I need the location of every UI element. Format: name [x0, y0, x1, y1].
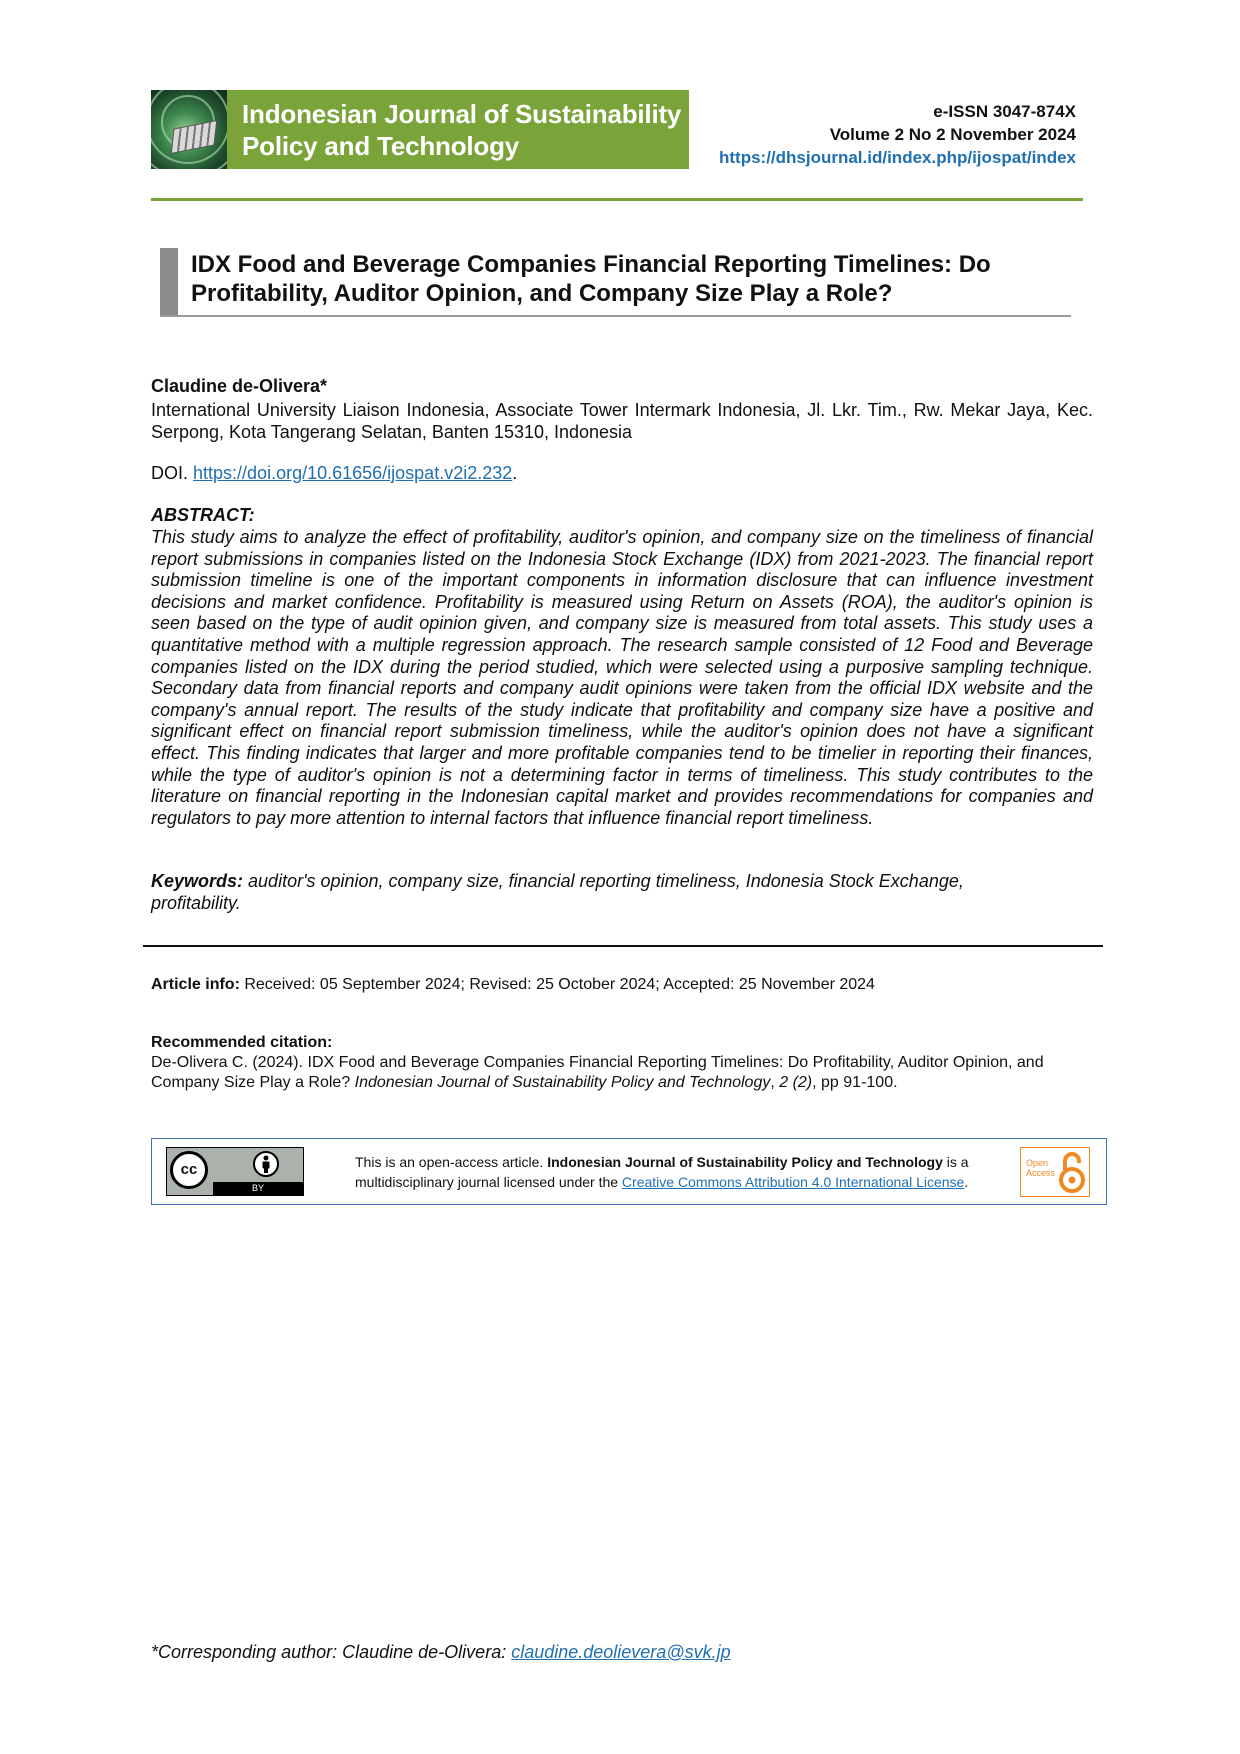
issn: e-ISSN 3047-874X — [933, 102, 1076, 121]
article-info — [151, 976, 875, 994]
citation-main: De-Olivera C. (2024). IDX Food and Beverage Companies Financial Reporting Timelines: Do Profitability, Auditor Opinion, and Company Size Play a Role? — [151, 1054, 1044, 1091]
journal-logo-image — [151, 90, 227, 169]
citation-sep: , — [770, 1074, 780, 1091]
citation-text — [151, 1053, 1093, 1093]
journal-banner — [151, 90, 689, 169]
article-title — [191, 250, 1071, 308]
license-box — [151, 1138, 1107, 1205]
citation-journal: Indonesian Journal of Sustainability Policy and Technology — [354, 1074, 771, 1091]
open-access-text — [1026, 1158, 1055, 1178]
article-title-line2: Profitability, Auditor Opinion, and Company Size Play a Role? — [191, 280, 893, 307]
license-suffix: . — [964, 1174, 969, 1190]
attribution-icon — [253, 1151, 279, 1177]
title-accent-bar — [160, 248, 178, 316]
doi-label: DOI. — [151, 463, 194, 483]
abstract-heading: ABSTRACT: — [151, 505, 255, 525]
author-name: Claudine de-Olivera* — [151, 376, 328, 396]
author-affiliation: International University Liaison Indonesia, Associate Tower Intermark Indonesia, Jl. Lkr. Tim., Rw. Mekar Jaya, Kec. Serpong, Kota Tangerang Selatan, Banten 15310, Indonesia — [151, 400, 1093, 442]
open-lock-icon — [1057, 1150, 1087, 1194]
journal-name-line2: Policy and Technology — [242, 131, 520, 161]
issue-info — [719, 100, 1076, 169]
doi-line — [151, 463, 517, 484]
cc-icon: cc — [170, 1151, 208, 1189]
doi-suffix: . — [512, 463, 518, 483]
by-label: BY — [213, 1182, 303, 1195]
article-info-label: Article info: — [151, 976, 240, 993]
citation-pages: , pp 91-100. — [812, 1074, 898, 1091]
header-divider — [151, 198, 1083, 201]
footnote-label: *Corresponding author: Claudine de-Olivera: — [151, 1642, 512, 1662]
license-journal: Indonesian Journal of Sustainability Policy and Technology — [547, 1154, 943, 1170]
volume-issue: Volume 2 No 2 November 2024 — [829, 125, 1076, 144]
license-prefix: This is an open-access article. — [355, 1154, 548, 1170]
doi-link[interactable]: https://doi.org/10.61656/ijospat.v2i2.232 — [193, 463, 513, 483]
license-text — [355, 1152, 975, 1192]
article-info-dates: Received: 05 September 2024; Revised: 25 October 2024; Accepted: 25 November 2024 — [239, 976, 875, 993]
abstract-text: This study aims to analyze the effect of profitability, auditor's opinion, and company size on the timeliness of financial report submissions in companies listed on the Indonesia Stock Exchange (IDX) from 2021-2023. The financial report submission timeline is one of the important components in information disclosure that can influence investment decisions and market confidence. Profitability is measured using Return on Assets (ROA), the auditor's opinion is seen based on the type of audit opinion given, and company size is measured from total assets. This study uses a quantitative method with a multiple regression approach. The research sample consisted of 12 Food and Beverage companies listed on the IDX during the period studied, which were selected using a purposive sampling technique. Secondary data from financial reports and company audit opinions were taken from the official IDX website and the company's annual report. The results of the study indicate that profitability and company size have a positive and significant effect on financial report submission timeliness, while the auditor's opinion does not have a significant effect. This finding indicates that larger and more profitable companies tend to be timelier in reporting their finances, while the type of auditor's opinion is not a determining factor in terms of timeliness. This study contributes to the literature on financial reporting in the Indonesian capital market and provides recommendations for companies and regulators to pay more attention to internal factors that influence financial report timeliness. — [151, 527, 1093, 828]
keywords-label: Keywords: — [151, 871, 244, 891]
corresponding-author — [151, 1642, 731, 1663]
journal-name-line1: Indonesian Journal of Sustainability — [242, 99, 682, 129]
journal-name — [227, 90, 681, 169]
keywords — [151, 870, 1021, 914]
oa-line1: Open — [1026, 1158, 1049, 1168]
cc-by-badge[interactable] — [166, 1147, 304, 1196]
open-access-badge — [1020, 1147, 1090, 1197]
author-email-link[interactable]: claudine.deolievera@svk.jp — [511, 1642, 731, 1662]
title-underline — [160, 315, 1071, 317]
keywords-list: auditor's opinion, company size, financial reporting timeliness, Indonesia Stock Exchange, profitability. — [151, 871, 964, 913]
citation-volume: 2 (2) — [779, 1074, 813, 1091]
oa-line2: Access — [1026, 1168, 1056, 1178]
article-title-line1: IDX Food and Beverage Companies Financial Reporting Timelines: Do — [191, 251, 991, 278]
license-link[interactable]: Creative Commons Attribution 4.0 International License — [621, 1174, 965, 1190]
section-divider — [143, 945, 1103, 947]
citation-heading: Recommended citation: — [151, 1034, 333, 1051]
license-mid: is a multidisciplinary journal licensed under the — [355, 1154, 969, 1190]
journal-url-link[interactable]: https://dhsjournal.id/index.php/ijospat/index — [718, 148, 1076, 167]
